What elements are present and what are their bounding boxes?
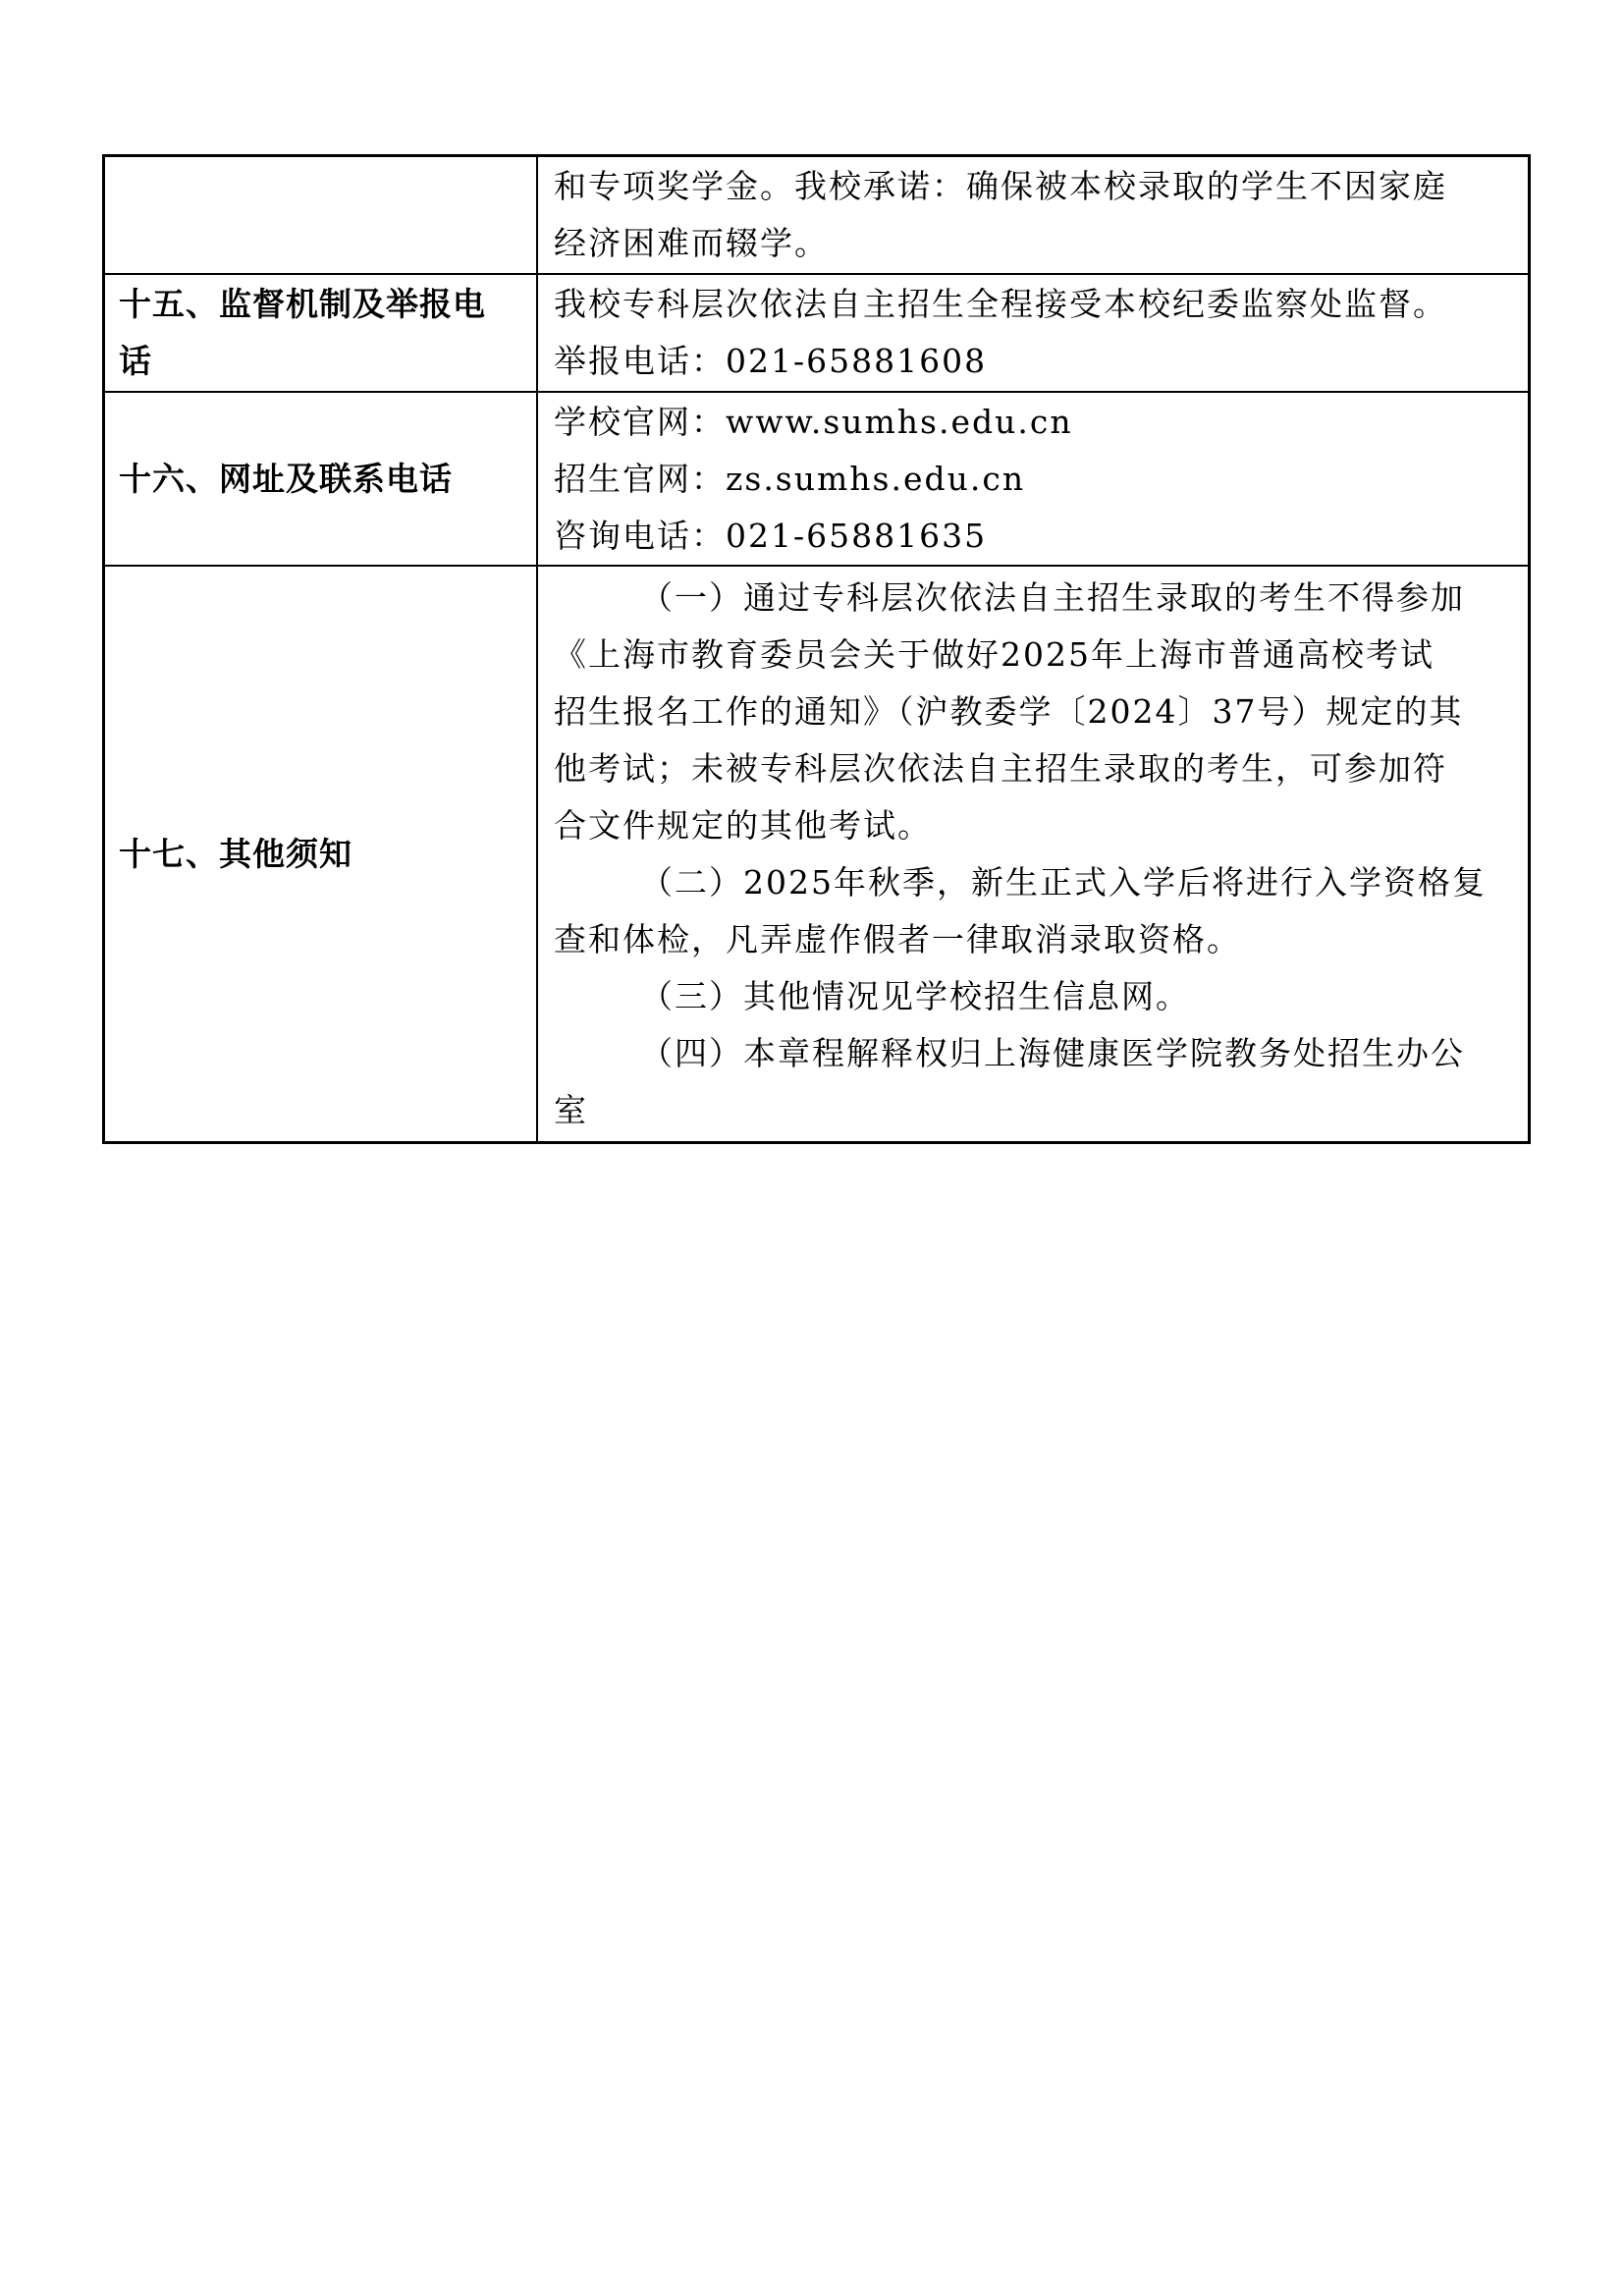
report-phone: 举报电话：021-65881608 bbox=[554, 342, 988, 380]
table-row bbox=[104, 392, 1530, 566]
contact-content bbox=[537, 392, 1530, 566]
row-label-contact: 十六、网址及联系电话 bbox=[104, 392, 538, 566]
note-3-line: （三）其他情况见学校招生信息网。 bbox=[640, 976, 1190, 1015]
label-line: 十五、监督机制及举报电 bbox=[119, 285, 486, 323]
table-row bbox=[104, 274, 1530, 392]
consult-phone: 咨询电话：021-65881635 bbox=[554, 516, 988, 555]
admission-info-table bbox=[102, 154, 1531, 1144]
note-2-line: （二）2025年秋季，新生正式入学后将进行入学资格复 bbox=[640, 862, 1487, 902]
school-website: 学校官网：www.sumhs.edu.cn bbox=[554, 402, 1073, 441]
note-2-line: 查和体检，凡弄虚作假者一律取消录取资格。 bbox=[554, 919, 1241, 958]
table-row bbox=[104, 156, 1530, 275]
label-line: 话 bbox=[119, 342, 152, 380]
table-row bbox=[104, 566, 1530, 1143]
row-label-supervision bbox=[104, 274, 538, 392]
row-label-empty bbox=[104, 156, 538, 275]
content-line: 和专项奖学金。我校承诺：确保被本校录取的学生不因家庭 bbox=[554, 167, 1447, 205]
note-1-line: 合文件规定的其他考试。 bbox=[554, 805, 932, 845]
note-1-line: 《上海市教育委员会关于做好2025年上海市普通高校考试 bbox=[554, 634, 1434, 674]
other-notes-content bbox=[537, 566, 1530, 1143]
scholarship-content bbox=[537, 156, 1530, 275]
content-line: 经济困难而辍学。 bbox=[554, 224, 829, 262]
note-4-line: （四）本章程解释权归上海健康医学院教务处招生办公 bbox=[640, 1033, 1465, 1072]
note-4-line: 室 bbox=[554, 1090, 588, 1129]
row-label-other-notes: 十七、其他须知 bbox=[104, 566, 538, 1143]
note-1-line: 他考试；未被专科层次依法自主招生录取的考生，可参加符 bbox=[554, 748, 1447, 788]
admission-website: 招生官网：zs.sumhs.edu.cn bbox=[554, 459, 1026, 498]
note-1-line: 招生报名工作的通知》（沪教委学〔2024〕37号）规定的其 bbox=[554, 691, 1464, 731]
content-line: 我校专科层次依法自主招生全程接受本校纪委监察处监督。 bbox=[554, 285, 1447, 323]
note-1-line: （一）通过专科层次依法自主招生录取的考生不得参加 bbox=[640, 577, 1465, 617]
supervision-content bbox=[537, 274, 1530, 392]
